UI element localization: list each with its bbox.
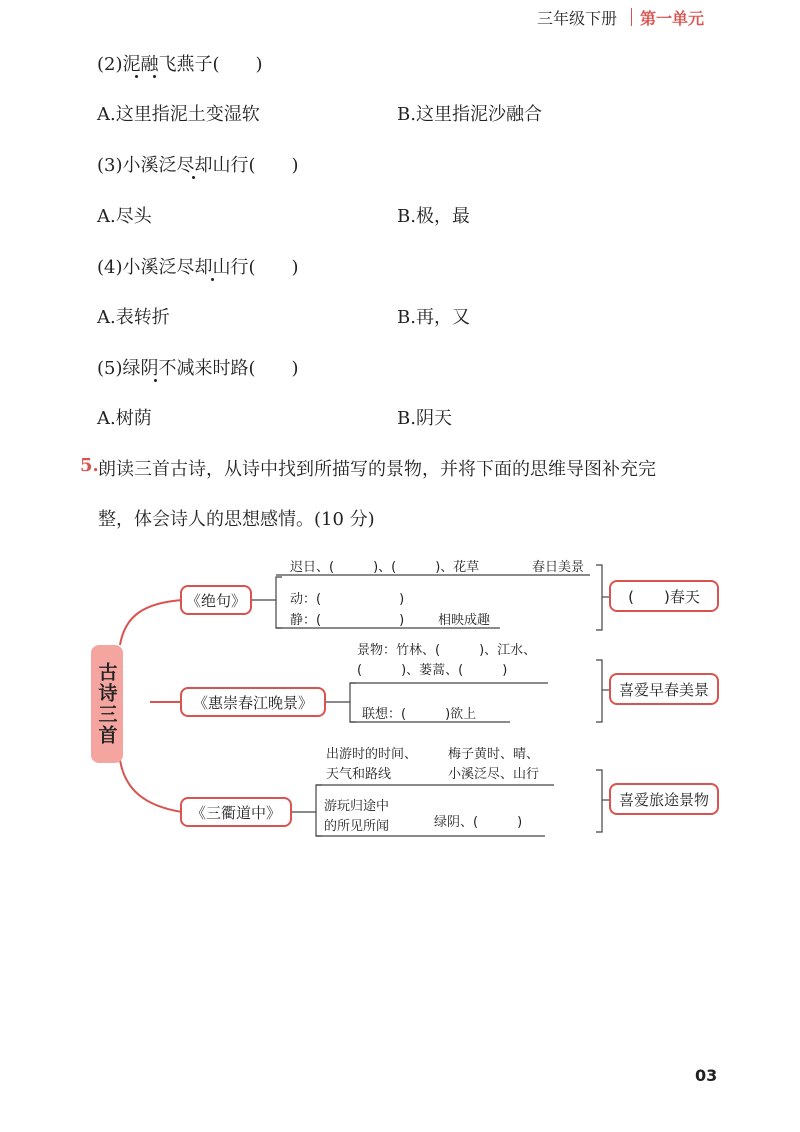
question-3-option-b: B.极，最 bbox=[397, 206, 470, 227]
page-number: 03 bbox=[695, 1066, 718, 1085]
poem2-result: 喜爱早春美景 bbox=[609, 673, 719, 705]
poem2-title: 《惠崇春江晚景》 bbox=[180, 687, 326, 717]
question-4-option-b: B.再，又 bbox=[397, 307, 470, 328]
poem3-label1a: 出游时的时间、 bbox=[326, 747, 418, 762]
poem1-result: ( )春天 bbox=[609, 580, 719, 612]
question-2-option-b: B.这里指泥沙融合 bbox=[397, 104, 542, 125]
poem1-tag: 春日美景 bbox=[532, 560, 585, 575]
poem1-contrast: 相映成趣 bbox=[438, 613, 491, 628]
poem2-scenery-line2: ( )、蒌蒿、( ) bbox=[357, 663, 508, 678]
branch-line-1 bbox=[120, 600, 182, 645]
poem3-trip-line1: 梅子黄时、晴、 bbox=[448, 747, 540, 762]
poem2-association: 联想：( )欲上 bbox=[362, 707, 477, 722]
mindmap-root: 古诗三首 bbox=[91, 645, 123, 763]
question-number: 5. bbox=[80, 455, 99, 476]
poem1-scenery: 迟日、( )、( )、花草 bbox=[290, 560, 480, 575]
poem1-still: 静：( ) bbox=[290, 613, 405, 628]
poem1-result-bracket bbox=[596, 565, 602, 630]
question-text-line1: 朗读三首古诗，从诗中找到所描写的景物，并将下面的思维导图补充完 bbox=[98, 459, 656, 480]
poem3-result-bracket bbox=[596, 770, 602, 832]
poem3-result: 喜爱旅途景物 bbox=[609, 783, 719, 815]
poem3-label1b: 天气和路线 bbox=[326, 767, 392, 782]
question-4-option-a: A.表转折 bbox=[97, 307, 170, 328]
poem3-title: 《三衢道中》 bbox=[180, 797, 292, 827]
poem3-label2b: 的所见所闻 bbox=[324, 819, 390, 834]
poem2-scenery-line1: 景物：竹林、( )、江水、 bbox=[357, 643, 537, 658]
poem3-label2a: 游玩归途中 bbox=[324, 799, 390, 814]
poem3-bracket bbox=[316, 785, 322, 836]
poem3-trip-line2: 小溪泛尽、山行 bbox=[448, 767, 540, 782]
header-unit: 第一单元 bbox=[640, 9, 705, 28]
question-4-stem: (4)小溪泛尽却山行( ) bbox=[97, 257, 299, 278]
question-5-stem: (5)绿阴不减来时路( ) bbox=[97, 358, 299, 379]
poem1-bracket bbox=[276, 577, 282, 628]
question-3-option-a: A.尽头 bbox=[97, 206, 152, 227]
poem1-title: 《绝句》 bbox=[180, 585, 252, 615]
poem1-motion: 动：( ) bbox=[290, 592, 405, 607]
question-text-line2: 整，体会诗人的思想感情。(10 分) bbox=[98, 509, 375, 530]
poem2-result-bracket bbox=[596, 660, 602, 722]
header-grade: 三年级下册 bbox=[537, 9, 618, 28]
branch-line-3 bbox=[120, 760, 182, 812]
poem3-return-scenery: 绿阴、( ) bbox=[434, 815, 523, 830]
question-5-option-b: B.阴天 bbox=[397, 408, 452, 429]
question-2-stem: (2)泥融飞燕子( ) bbox=[97, 54, 263, 75]
question-5-option-a: A.树荫 bbox=[97, 408, 152, 429]
question-2-option-a: A.这里指泥土变湿软 bbox=[97, 104, 260, 125]
question-3-stem: (3)小溪泛尽却山行( ) bbox=[97, 155, 299, 176]
poem2-bracket bbox=[350, 683, 356, 722]
